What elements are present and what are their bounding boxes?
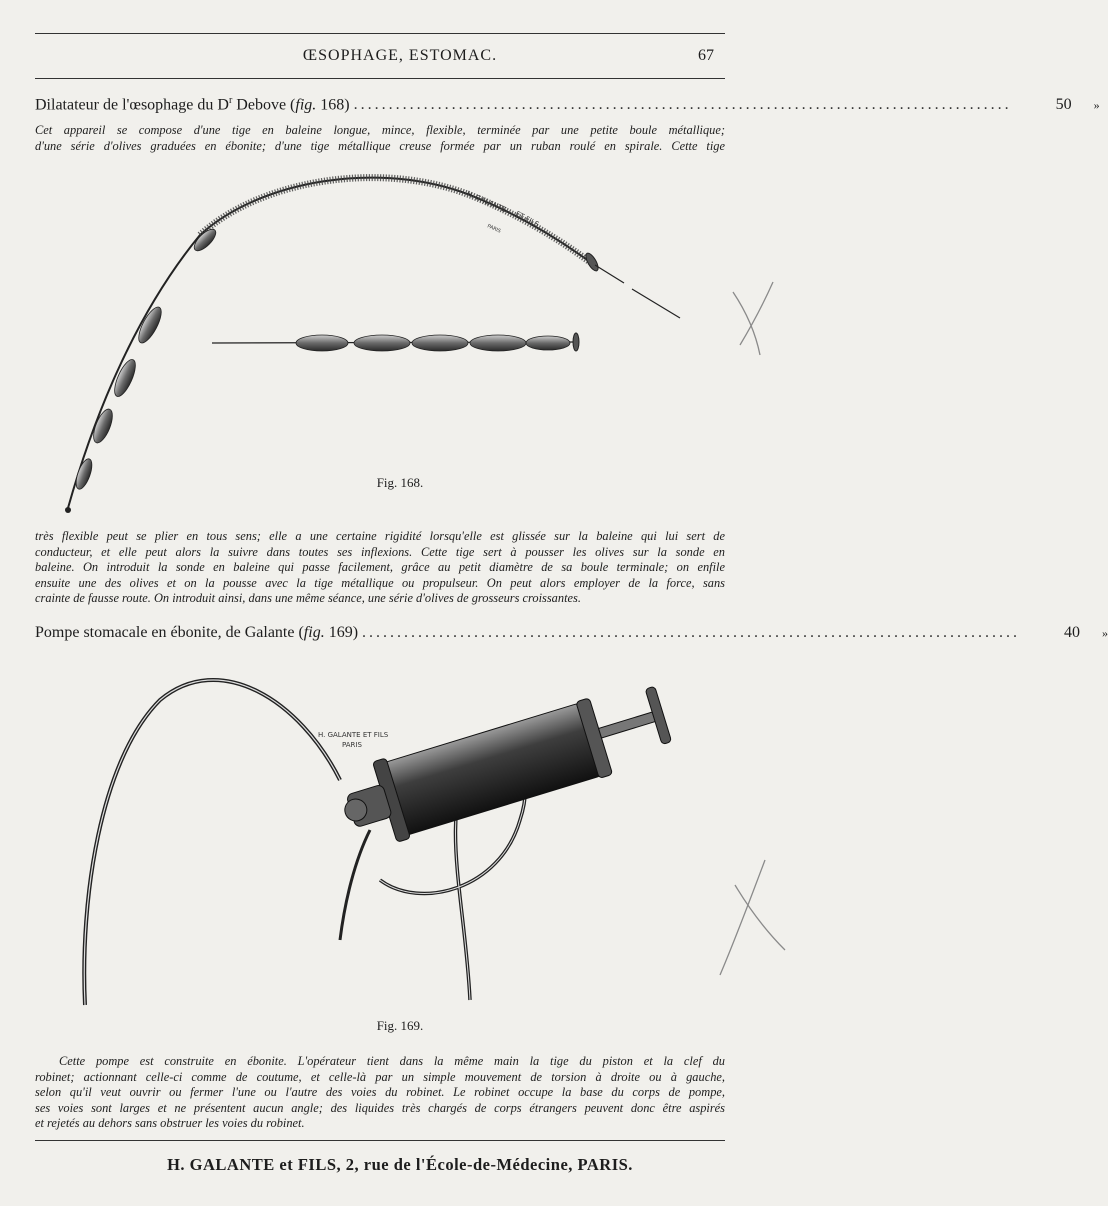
engraved-maker-mark-169 [318, 731, 389, 749]
engraving-text: PARIS [342, 741, 362, 749]
description-pompe [35, 1054, 725, 1132]
leader-dots: .............................................................................................. [362, 624, 1021, 641]
pencil-cross-mark [720, 860, 785, 975]
text-line: ensuite une des olives et on la pousse avec la tige métallique ou propulseur. On peut alors employer de la force, sans [35, 575, 725, 590]
figure-caption-168: Fig. 168. [376, 475, 424, 490]
publisher-footer: H. GALANTE et FILS, 2, rue de l'École-de-Médecine, PARIS. [167, 1155, 633, 1174]
item-unit: » [1102, 626, 1108, 640]
text-line: robinet; actionnant celle-ci comme de coutume, et celle-là par un simple mouvement de torsion à droite ou à gauche, [35, 1069, 725, 1084]
text-line: et rejetés au dehors sans obstruer les voies du robinet. [35, 1116, 305, 1130]
text-line: ses voies sont larges et ne présentent aucun angle; des liquides très chargés de corps étrangers peuvent donc être aspirés [35, 1100, 725, 1115]
engraving-text: H. GALANTE [465, 189, 508, 215]
page-number: 67 [698, 47, 714, 64]
item-price: 50 [1055, 96, 1072, 114]
text-line: crainte de fausse route. On introduit ainsi, dans une même séance, une série d'olives de grosseurs croissantes. [35, 591, 581, 605]
engraving-text: H. GALANTE ET FILS [318, 731, 389, 739]
item-name: Dilatateur de l'œsophage du $D^r$ Debove (fig. 168) [35, 95, 350, 114]
engraving-text: ET FILS [514, 209, 541, 229]
text-line: d'une série d'olives graduées en ébonite; d'une tige métallique creuse formée par un ruban roulé en spirale. Cette tige [35, 138, 725, 153]
text-line: Cet appareil se compose d'une tige en baleine longue, mince, flexible, terminée par une petite boule métallique; [35, 123, 725, 137]
item-name: Pompe stomacale en ébonite, de Galante (fig. 169) [35, 624, 359, 641]
engraving-text: PARIS [486, 223, 502, 235]
item-unit: » [1093, 98, 1100, 113]
pump-body [333, 677, 676, 855]
text-line: baleine. On introduit la sonde en baleine qui passe facilement, grâce au petit diamètre de sa boule terminale; on enfile [35, 560, 725, 574]
leader-dots: .............................................................................................. [353, 96, 1012, 114]
figure-caption-169: Fig. 169. [376, 1018, 424, 1033]
stomach-tube [84, 680, 340, 1005]
text-line: selon qu'il veut ouvrir ou fermer l'une ou l'autre des voies du robinet. Le robinet occupe la base du corps de pompe, [35, 1085, 725, 1099]
text-line: conducteur, et elle peut alors la suivre dans toutes ses inflexions. Cette tige sert à pousser les olives sur la sonde en [35, 544, 725, 559]
running-header: ŒSOPHAGE, ESTOMAC. [302, 47, 498, 64]
text-line: très flexible peut se plier en tous sens; elle a une certaine rigidité lorsqu'elle est glissée sur la baleine qui lui sert de [35, 529, 725, 543]
item-price: 40 [1064, 624, 1081, 641]
text-line: Cette pompe est construite en ébonite. L'opérateur tient dans la même main la tige du piston et la clef du [59, 1054, 725, 1068]
